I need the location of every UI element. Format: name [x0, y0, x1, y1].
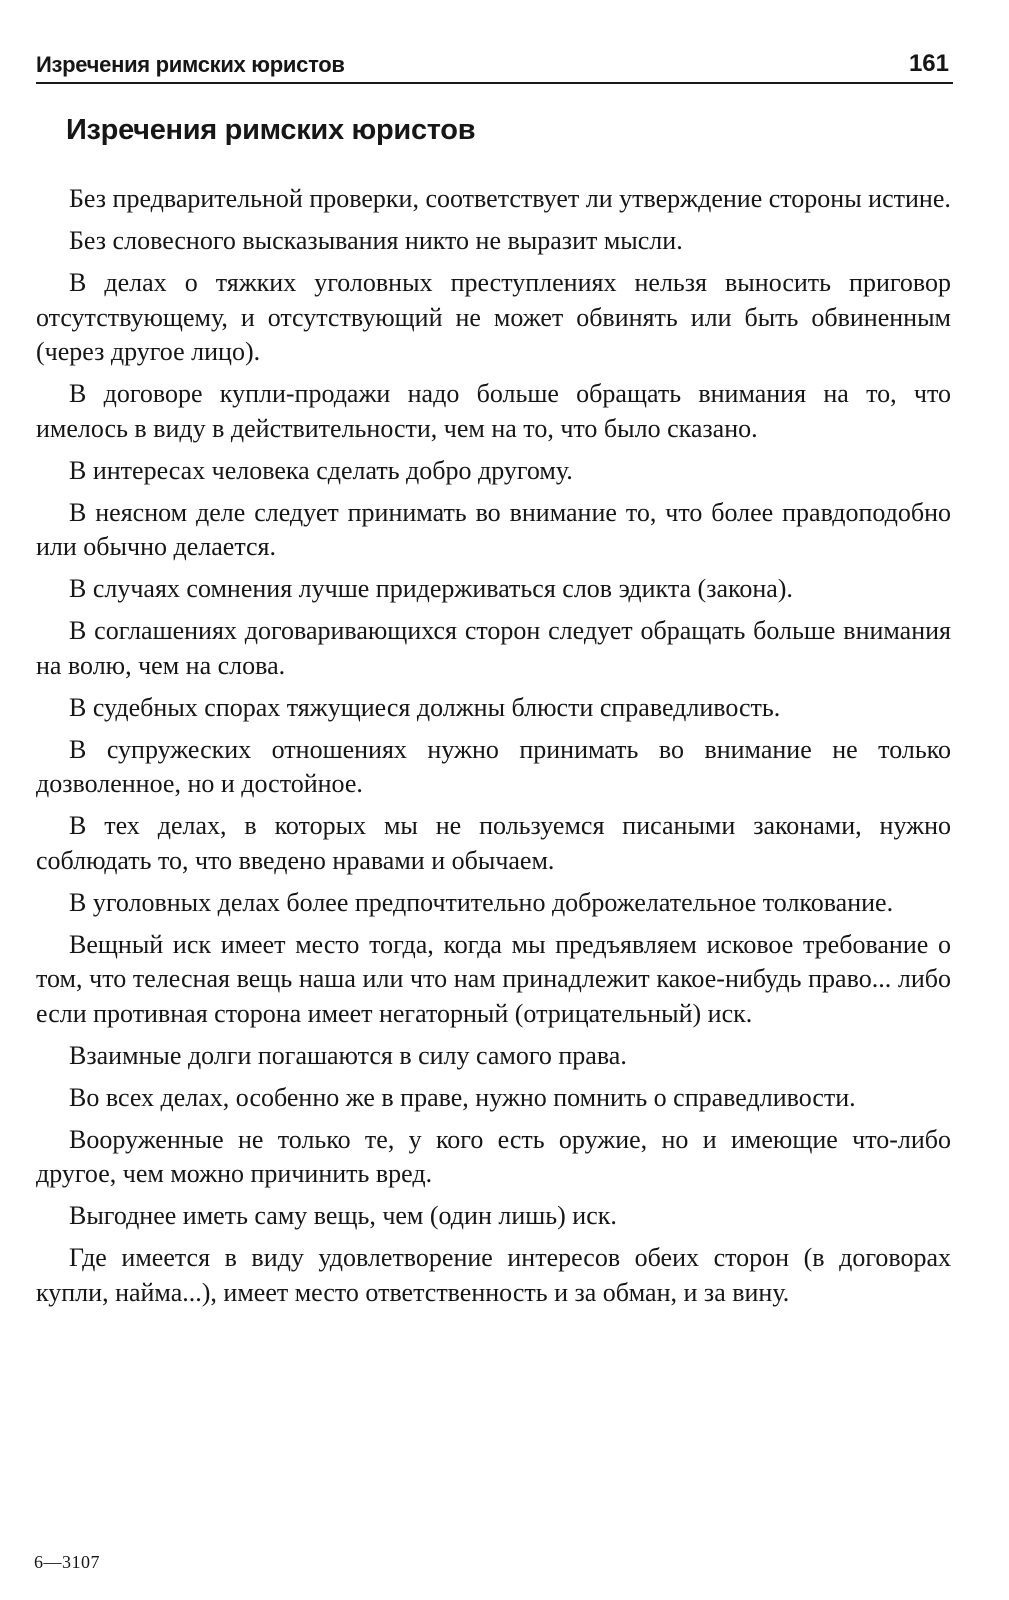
section-title: Изречения римских юристов	[66, 114, 476, 146]
quote-item: Взаимные долги погашаются в силу самого права.	[69, 1040, 627, 1070]
quote-item: В случаях сомнения лучше придерживаться слов эдикта (закона).	[69, 574, 793, 603]
quote-item: В судебных спорах тяжущиеся должны блюсти справедливость.	[69, 692, 781, 722]
quote-item: В неясном деле следует принимать во внимание то, что более правдоподобно или обычно делается.	[36, 497, 951, 561]
quote-item: Во всех делах, особенно же в праве, нужно помнить о справедливости.	[69, 1082, 856, 1112]
quote-item: В тех делах, в которых мы не пользуемся писаными законами, нужно соблюдать то, что введено нравами и обычаем.	[36, 811, 951, 875]
quote-item: В делах о тяжких уголовных преступлениях нельзя выносить приговор отсутствующему, и отсутствующий не может обвинять или быть обвиненным (через другое лицо).	[36, 268, 951, 366]
quote-item: В интересах человека сделать добро другому.	[69, 455, 573, 485]
quote-item: В супружеских отношениях нужно принимать во внимание не только дозволенное, но и достойное.	[36, 734, 951, 798]
quote-item: Выгоднее иметь саму вещь, чем (один лишь) иск.	[69, 1201, 617, 1230]
quote-item: В соглашениях договаривающихся сторон следует обращать больше внимания на волю, чем на слова.	[36, 616, 951, 680]
quote-item: Без предварительной проверки, соответствует ли утверждение стороны истине.	[69, 184, 951, 213]
quote-item: Вооруженные не только те, у кого есть оружие, но и имеющие что-либо другое, чем можно причинить вред.	[36, 1124, 951, 1188]
quote-item: Вещный иск имеет место тогда, когда мы предъявляем исковое требование о том, что телесная вещь наша или что нам принадлежит какое-нибудь право... либо если противная сторона имеет негаторный (отрицательный) иск.	[36, 929, 951, 1028]
running-title: Изречения римских юристов	[36, 52, 345, 77]
quote-list	[36, 182, 951, 1318]
quote-item: В договоре купли-продажи надо больше обращать внимания на то, что имелось в виду в действительности, чем на то, что было сказано.	[36, 379, 951, 443]
printer-signature: 6—3107	[34, 1552, 100, 1572]
running-header	[36, 50, 953, 84]
quote-item: Где имеется в виду удовлетворение интересов обеих сторон (в договорах купли, найма...), имеет место ответственность и за обман, и за вину.	[36, 1243, 951, 1307]
quote-item: В уголовных делах более предпочтительно доброжелательное толкование.	[69, 887, 894, 917]
page-number: 161	[908, 50, 949, 77]
quote-item: Без словесного высказывания никто не выразит мысли.	[69, 226, 683, 255]
